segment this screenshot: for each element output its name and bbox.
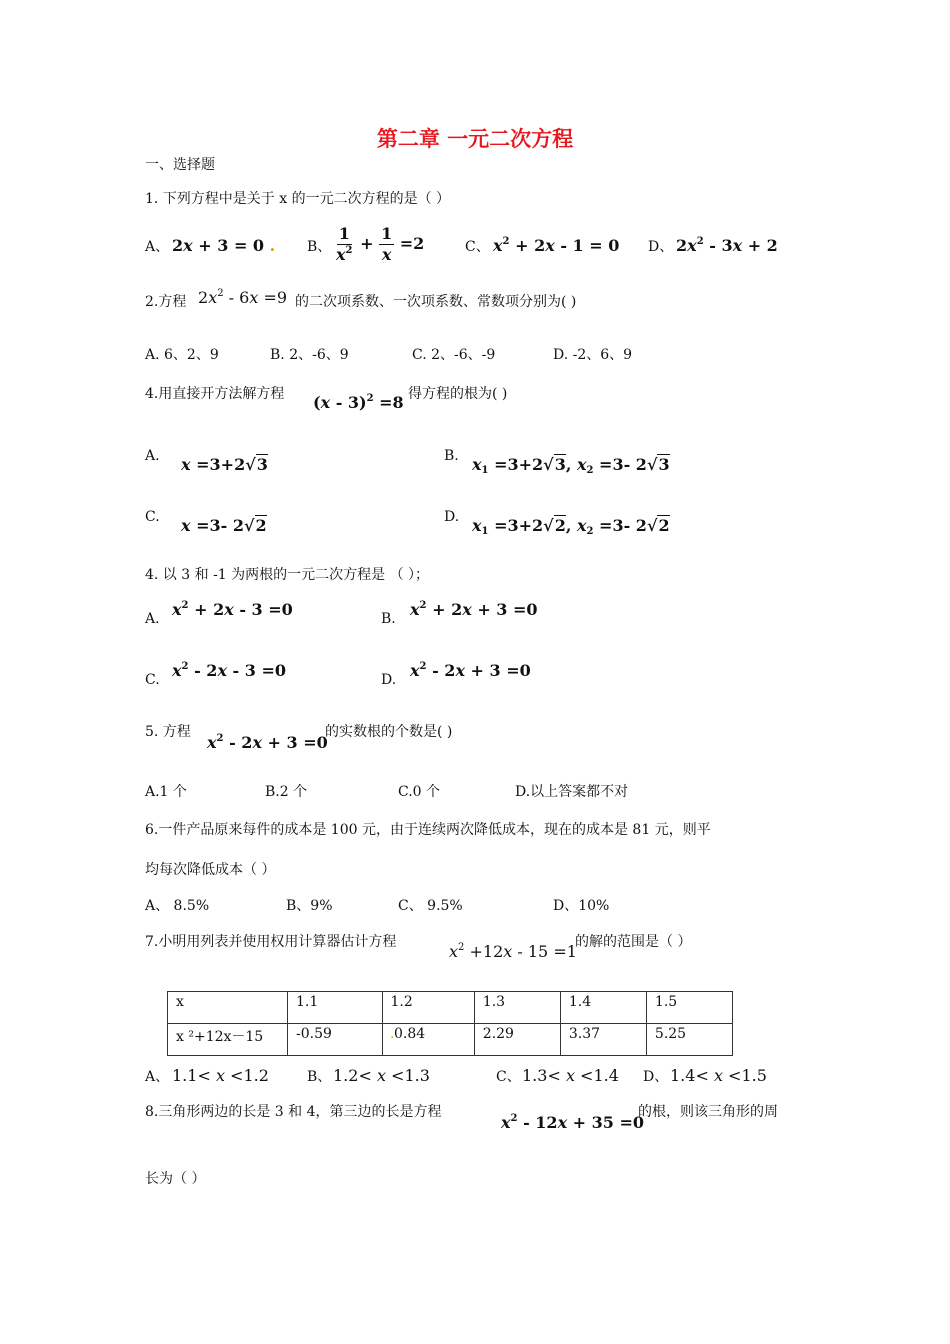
q6-opt-b: B、9% — [286, 898, 333, 914]
q3-stem-suffix: 得方程的根为( ) — [408, 386, 508, 402]
q7-opt-a-math: 1.1< x <1.2 — [172, 1066, 269, 1085]
q1-stem: 1. 下列方程中是关于 x 的一元二次方程的是（ ） — [145, 191, 451, 207]
q5-stem-suffix: 的实数根的个数是( ) — [325, 724, 453, 740]
q1-opt-a-math: 2x + 3 = 0 . — [172, 236, 276, 255]
page-title: 第二章 一元二次方程 — [376, 127, 574, 151]
q4-opt-a-math: $x^2 + 2x - 3 =0$ — [172, 600, 293, 619]
q6-opt-c: C、 9.5% — [398, 898, 463, 914]
q1-opt-d-math: $2x^2 - 3x + 2$ — [676, 236, 778, 255]
q7-stem-suffix: 的解的范围是（ ） — [575, 934, 692, 950]
table-cell-value: 0.84 — [394, 1026, 426, 1042]
q4-opt-d-math: $x^2 - 2x + 3 =0$ — [410, 661, 531, 680]
table-cell: 1.3 — [474, 992, 560, 1024]
q7-stem-prefix: 7.小明用列表并使用权用计算器估计方程 — [145, 934, 397, 950]
q2-opt-b: B. 2、-6、9 — [270, 347, 349, 363]
q7-opt-c-math: 1.3< x <1.4 — [522, 1066, 619, 1085]
q2-stem-prefix: 2.方程 — [145, 294, 187, 310]
q7-opt-d-label: D、 — [643, 1069, 669, 1085]
table-cell: 5.25 — [646, 1024, 732, 1056]
table-cell: 2.29 — [474, 1024, 560, 1056]
q5-opt-a: A.1 个 — [145, 784, 187, 800]
q3-equation: (x - 3)$^2$ =8 — [313, 393, 404, 412]
table-cell: 1.5 — [646, 992, 732, 1024]
table-cell: 1.4 — [560, 992, 646, 1024]
q8-line2: 长为（ ） — [145, 1171, 206, 1187]
q4-opt-b-label: B. — [381, 611, 396, 627]
q5-stem-prefix: 5. 方程 — [145, 724, 191, 740]
table-cell: -0.59 — [288, 1024, 383, 1056]
q3-stem-prefix: 4.用直接开方法解方程 — [145, 386, 285, 402]
q1-opt-b-label: B、 — [307, 239, 332, 255]
q8-stem-suffix: 的根，则该三角形的周 — [638, 1104, 778, 1120]
q3-opt-c-label: C. — [145, 509, 160, 525]
table-cell: x ²+12x－15 — [168, 1024, 288, 1056]
q1-opt-d-label: D、 — [648, 239, 674, 255]
q3-opt-a-label: A. — [145, 448, 160, 464]
q3-opt-b-label: B. — [444, 448, 459, 464]
table-cell: x — [168, 992, 288, 1024]
q4-opt-d-label: D. — [381, 672, 397, 688]
q1-opt-c-label: C、 — [465, 239, 490, 255]
q5-opt-d: D.以上答案都不对 — [515, 784, 629, 800]
stray-dot-mark: . — [269, 236, 276, 255]
q2-equation: $2x^2 - 6x =9$ — [198, 288, 288, 307]
q5-opt-c: C.0 个 — [398, 784, 441, 800]
table-cell: 1.1 — [288, 992, 383, 1024]
q4-stem: 4. 以 3 和 -1 为两根的一元二次方程是 （ ）； — [145, 567, 430, 583]
q1-opt-a-label: A、 — [145, 239, 170, 255]
q8-stem-prefix: 8.三角形两边的长是 3 和 4，第三边的长是方程 — [145, 1104, 442, 1120]
table-cell: 3.37 — [560, 1024, 646, 1056]
table-cell: 1.2 — [382, 992, 474, 1024]
section-heading: 一、选择题 — [145, 157, 215, 173]
q8-equation: $x^2 - 12x + 35 =0$ — [501, 1113, 645, 1132]
q2-opt-a: A. 6、2、9 — [145, 347, 219, 363]
table-cell — [382, 1024, 474, 1056]
q3-opt-d-math: $x_1 =3+2√2$, $x_2 =3-$ 2√2 — [472, 516, 670, 537]
q7-opt-b-label: B、 — [307, 1069, 332, 1085]
q6-opt-a: A、 8.5% — [145, 898, 210, 914]
q6-line2: 均每次降低成本（ ） — [145, 862, 276, 878]
q7-opt-b-math: 1.2< x <1.3 — [333, 1066, 430, 1085]
q3-opt-c-math: x =3- 2√2 — [181, 516, 267, 535]
q2-stem-suffix: 的二次项系数、一次项系数、常数项分别为( ) — [295, 294, 577, 310]
estimate-table — [167, 991, 733, 1056]
table-row — [168, 1024, 733, 1056]
q1-opt-c-math: $x^2 + 2x - 1 = 0$ — [493, 236, 620, 255]
q5-equation: $x^2 - 2x + 3 =0$ — [207, 733, 328, 752]
q4-opt-c-math: $x^2 - 2x - 3 =0$ — [172, 661, 287, 680]
q6-line1: 6.一件产品原来每件的成本是 100 元，由于连续两次降低成本，现在的成本是 81 元，则平 — [145, 822, 711, 838]
q7-opt-c-label: C、 — [496, 1069, 521, 1085]
q2-opt-c: C. 2、-6、-9 — [412, 347, 496, 363]
stray-dot-mark: . — [390, 1030, 394, 1041]
q7-equation: $x^2 +12x - 15 =1$ — [449, 942, 577, 961]
table-row — [168, 992, 733, 1024]
q3-opt-a-math: x =3+2√3 — [181, 455, 268, 474]
q2-opt-d: D. -2、6、9 — [553, 347, 633, 363]
q5-opt-b: B.2 个 — [265, 784, 308, 800]
q3-opt-d-label: D. — [444, 509, 460, 525]
q4-opt-a-label: A. — [145, 611, 160, 627]
q7-opt-d-math: 1.4< x <1.5 — [670, 1066, 767, 1085]
q4-opt-b-math: $x^2 + 2x + 3 =0$ — [410, 600, 538, 619]
q1-opt-b-math: $\frac{1}{x^2}$ + $\frac{1}{x}$ =2 — [336, 224, 425, 264]
q4-opt-c-label: C. — [145, 672, 160, 688]
q3-opt-b-math: $x_1 =3+2√3$, $x_2 =3-$ 2√3 — [472, 455, 670, 476]
q6-opt-d: D、10% — [553, 898, 610, 914]
q7-opt-a-label: A、 — [145, 1069, 170, 1085]
